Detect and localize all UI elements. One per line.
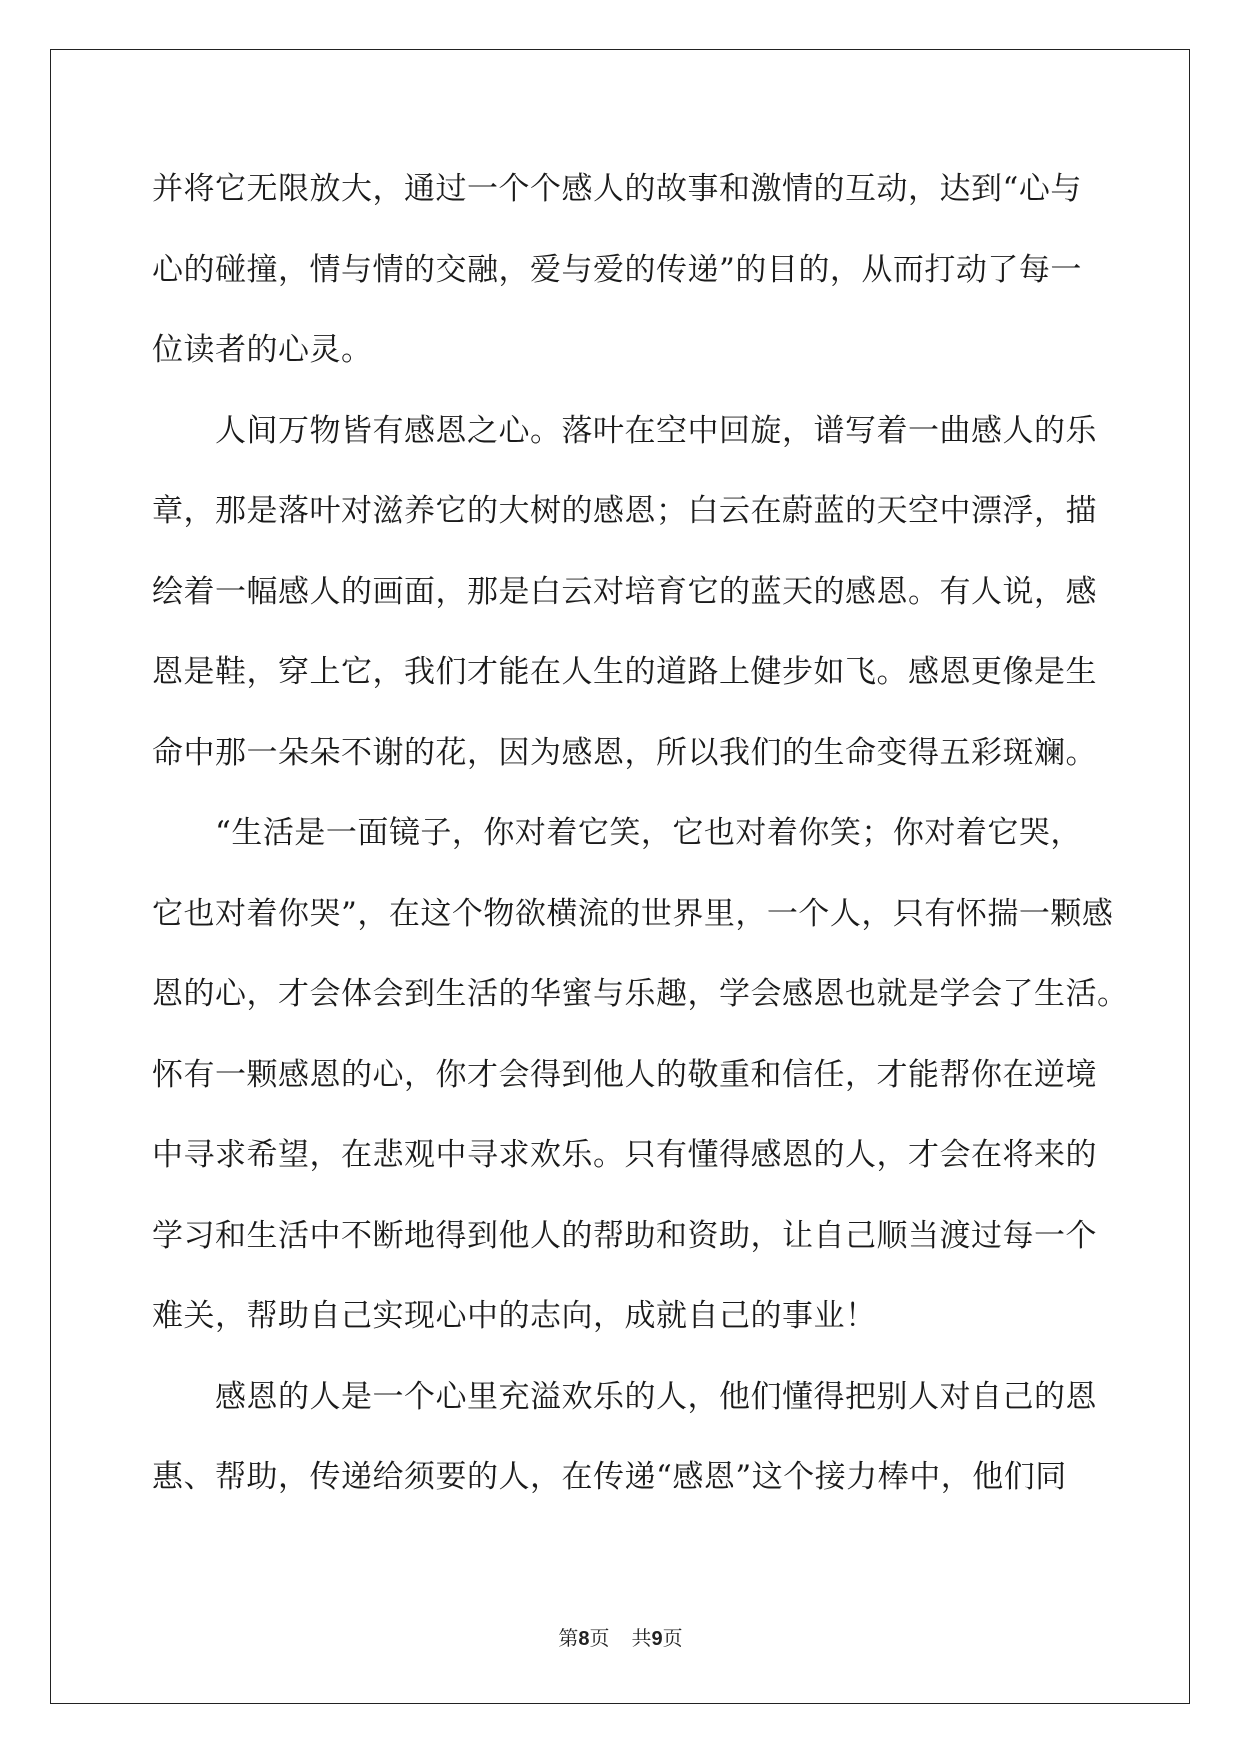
text-line: 恩是鞋，穿上它，我们才能在人生的道路上健步如飞。感恩更像是生 — [152, 654, 1097, 690]
page-border — [50, 49, 1190, 1704]
text-line: 怀有一颗感恩的心，你才会得到他人的敬重和信任，才能帮你在逆境 — [152, 1057, 1097, 1093]
text-line: 恩的心，才会体会到生活的华蜜与乐趣，学会感恩也就是学会了生活。 — [152, 976, 1129, 1012]
text-line: 绘着一幅感人的画面，那是白云对培育它的蓝天的感恩。有人说，感 — [152, 574, 1097, 610]
footer-page-suffix: 页 — [589, 1626, 610, 1650]
text-line: 命中那一朵朵不谢的花，因为感恩，所以我们的生命变得五彩斑斓。 — [152, 735, 1097, 771]
text-line: 心的碰撞，情与情的交融，爱与爱的传递”的目的，从而打动了每一 — [152, 252, 1082, 288]
text-line: 难关，帮助自己实现心中的志向，成就自己的事业！ — [152, 1298, 877, 1334]
total-page-number: 9 — [651, 1628, 663, 1650]
page-number-footer — [0, 1625, 1241, 1652]
text-line: 它也对着你哭”，在这个物欲横流的世界里，一个人，只有怀揣一颗感 — [152, 896, 1114, 932]
text-line: 章，那是落叶对滋养它的大树的感恩；白云在蔚蓝的天空中漂浮，描 — [152, 493, 1097, 529]
text-line: 并将它无限放大，通过一个个感人的故事和激情的互动，达到“心与 — [152, 171, 1082, 207]
footer-prefix: 第 — [558, 1626, 579, 1650]
text-line: 中寻求希望，在悲观中寻求欢乐。只有懂得感恩的人，才会在将来的 — [152, 1137, 1097, 1173]
text-line: “生活是一面镜子，你对着它笑，它也对着你笑；你对着它哭， — [152, 815, 1082, 851]
text-line: 位读者的心灵。 — [152, 332, 373, 368]
text-line: 学习和生活中不断地得到他人的帮助和资助，让自己顺当渡过每一个 — [152, 1218, 1097, 1254]
footer-total-prefix: 共 — [631, 1626, 652, 1650]
text-line: 人间万物皆有感恩之心。落叶在空中回旋，谱写着一曲感人的乐 — [152, 413, 1097, 449]
text-line: 惠、帮助，传递给须要的人，在传递“感恩”这个接力棒中，他们同 — [152, 1459, 1067, 1495]
footer-total-suffix: 页 — [662, 1626, 683, 1650]
current-page-number: 8 — [578, 1628, 590, 1650]
text-line: 感恩的人是一个心里充溢欢乐的人，他们懂得把别人对自己的恩 — [152, 1379, 1097, 1415]
